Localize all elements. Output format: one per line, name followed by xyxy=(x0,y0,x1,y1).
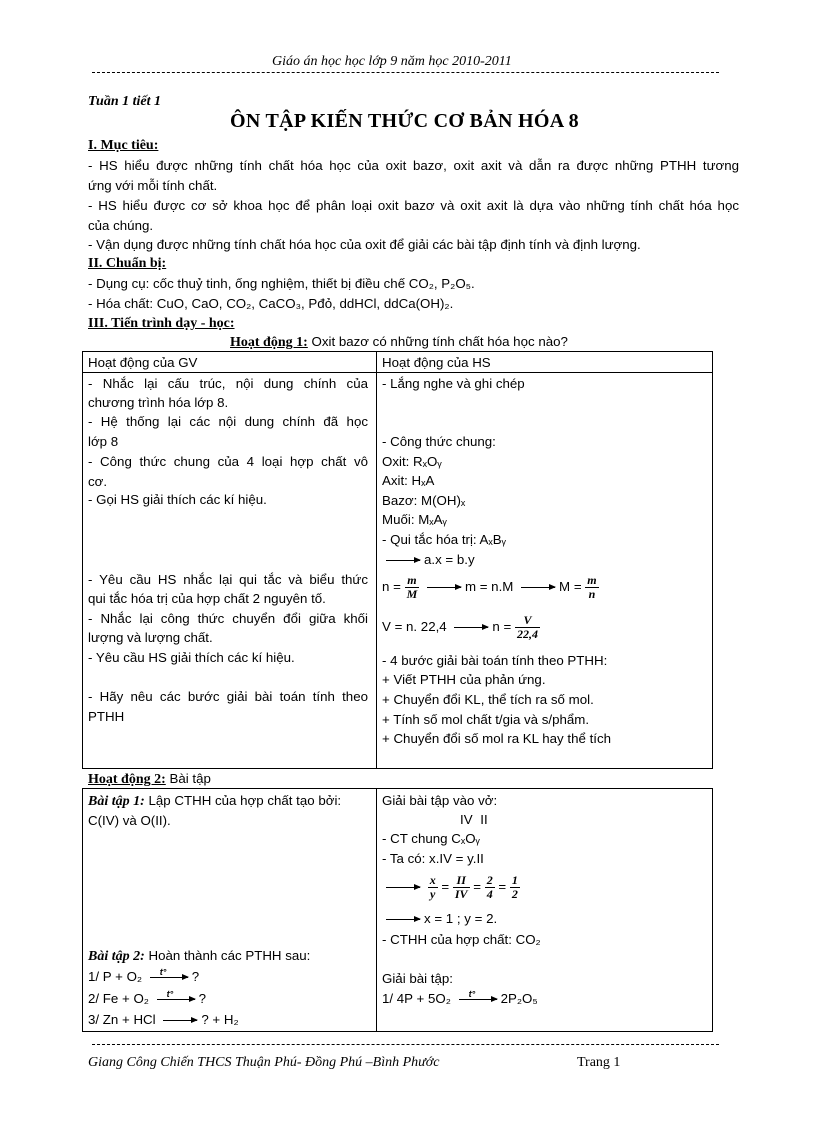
objective-line-2: ứng với mỗi tính chất. xyxy=(88,178,218,193)
activity2-label: Hoạt động 2: xyxy=(88,772,166,787)
arrow-icon xyxy=(386,887,420,888)
eq-left: 3/ Zn + HCl xyxy=(88,1012,156,1027)
m-over-M-fraction: $\frac{m}{M}$ xyxy=(406,573,418,601)
hs-general-formula: - Công thức chung: xyxy=(382,434,496,449)
gv-line: - Hệ thống lại các nội dung chính đã học xyxy=(88,414,368,429)
arrow-icon xyxy=(386,560,420,561)
hs-valences: IV II xyxy=(460,812,488,827)
arrow-icon xyxy=(386,919,420,920)
hs-ct-general: - CT chung CₓOᵧ xyxy=(382,831,480,846)
exercise1-text: Lập CTHH của hợp chất tạo bởi: xyxy=(148,793,342,808)
footer-author: Giang Công Chiến THCS Thuận Phú- Đồng Phú –Bình Phước xyxy=(88,1055,440,1070)
objective-line-1: - HS hiểu được những tính chất hóa học của oxit bazơ, oxit axit và dẫn ra được những PTHH tương xyxy=(88,158,739,173)
rule-expression-text: a.x = b.y xyxy=(424,552,475,567)
activity1-header-divider xyxy=(82,372,712,373)
exercise2-line xyxy=(88,948,310,965)
exercise1-line xyxy=(88,793,341,810)
prep-chemicals: - Hóa chất: CuO, CaO, CO₂, CaCO₃, Pđỏ, ddHCl, ddCa(OH)₂. xyxy=(88,296,454,311)
exercise2-eq1 xyxy=(88,966,200,984)
hs-step: + Tính số mol chất t/gia và s/phẩm. xyxy=(382,712,590,727)
arrow-icon xyxy=(163,1020,197,1021)
activity2-title xyxy=(88,771,211,788)
gv-line: - Công thức chung của 4 loại hợp chất vô xyxy=(88,454,368,469)
hs-ta-co: - Ta có: x.IV = y.II xyxy=(382,851,484,866)
arrow-icon xyxy=(427,587,461,588)
section-objectives-heading: I. Mục tiêu: xyxy=(88,138,159,153)
reaction-arrow-icon: t° xyxy=(150,977,188,978)
hs-step: + Viết PTHH của phản ứng. xyxy=(382,672,546,687)
prep-tools: - Dụng cụ: cốc thuỷ tinh, ống nghiệm, thiết bị điều chế CO₂, P₂O₅. xyxy=(88,276,475,291)
eq-right: 2P₂O₅ xyxy=(500,991,538,1006)
v-over-224-fraction: $\frac{V}{22,4}$ xyxy=(516,613,538,641)
hs-rule-expression xyxy=(382,552,475,567)
activity1-label: Hoạt động 1: xyxy=(230,335,308,350)
gv-line: qui tắc hóa trị của hợp chất 2 nguyên tố. xyxy=(88,591,326,606)
hs-mol-formula xyxy=(382,574,599,601)
col-header-gv: Hoạt động của GV xyxy=(88,355,198,370)
activity1-col-divider xyxy=(376,351,377,768)
hs-step: - 4 bước giải bài toán tính theo PTHH: xyxy=(382,653,608,668)
hs-volume-formula xyxy=(382,614,540,641)
exercise1-line2: C(IV) và O(II). xyxy=(88,813,171,828)
hs-solve-label: Giải bài tập vào vở: xyxy=(382,793,498,808)
exercise2-text: Hoàn thành các PTHH sau: xyxy=(148,948,311,963)
hs-bazo: Bazơ: M(OH)ₓ xyxy=(382,493,466,508)
exercise1-label: Bài tập 1: xyxy=(88,794,145,809)
x-result-text: x = 1 ; y = 2. xyxy=(424,911,498,926)
hs-listen: - Lắng nghe và ghi chép xyxy=(382,376,525,391)
hs-step: + Chuyển đổi số mol ra KL hay thể tích xyxy=(382,731,612,746)
hs-solve2-label: Giải bài tập: xyxy=(382,971,453,986)
reaction-arrow-icon: t° xyxy=(157,999,195,1000)
one-over-two-fraction: $\frac{1}{2}$ xyxy=(511,872,518,901)
gv-line: - Nhắc lại công thức chuyển đổi giữa khối xyxy=(88,611,368,626)
gv-line: - Nhắc lại cấu trúc, nội dung chính của xyxy=(88,376,368,391)
gv-line: cơ. xyxy=(88,474,108,489)
eq-left: 1/ 4P + 5O₂ xyxy=(382,991,451,1006)
v-eq-text: V = n. 22,4 xyxy=(382,619,447,635)
gv-line: lớp 8 xyxy=(88,434,119,449)
n-eq-text: n = xyxy=(492,619,512,635)
II-over-IV-fraction: $\frac{II}{IV}$ xyxy=(454,872,468,901)
gv-line: - Hãy nêu các bước giải bài toán tính theo xyxy=(88,689,368,704)
page-number: Trang 1 xyxy=(577,1055,621,1070)
activity2-col-divider xyxy=(376,788,377,1031)
activity2-text: Bài tập xyxy=(169,771,211,786)
exercise2-eq3 xyxy=(88,1012,239,1027)
arrow-icon xyxy=(521,587,555,588)
activity1-text: Oxit bazơ có những tính chất hóa học nào? xyxy=(311,334,568,349)
page-title: ÔN TẬP KIẾN THỨC CƠ BẢN HÓA 8 xyxy=(230,110,579,132)
gv-line: chương trình hóa lớp 8. xyxy=(88,395,229,410)
eq-right: ? + H₂ xyxy=(201,1012,239,1027)
gv-line: - Gọi HS giải thích các kí hiệu. xyxy=(88,492,267,507)
week-label: Tuần 1 tiết 1 xyxy=(88,94,161,109)
objective-line-4: của chúng. xyxy=(88,218,154,233)
hs-axit: Axit: HₓA xyxy=(382,473,435,488)
hs-step: + Chuyển đổi KL, thể tích ra số mol. xyxy=(382,692,594,707)
objective-line-3: - HS hiểu được cơ sở khoa học để phân loại oxit bazơ và oxit axit là dựa vào những tính chất hóa học xyxy=(88,198,739,213)
gv-line: lượng và lượng chất. xyxy=(88,630,213,645)
arrow-icon xyxy=(454,627,488,628)
two-over-four-fraction: $\frac{2}{4}$ xyxy=(486,872,493,901)
section-prep-heading: II. Chuẩn bị: xyxy=(88,256,167,271)
m-over-n-fraction: $\frac{m}{n}$ xyxy=(587,573,597,601)
reaction-arrow-icon: t° xyxy=(459,999,497,1000)
x-over-y-fraction: $\frac{x}{y}$ xyxy=(429,872,436,901)
footer-divider xyxy=(92,1044,719,1045)
gv-line: - Yêu cầu HS nhắc lại qui tắc và biểu thức xyxy=(88,572,368,587)
M-eq-text: M = xyxy=(559,579,582,595)
document-header: Giáo án học học lớp 9 năm học 2010-2011 xyxy=(272,54,512,69)
hs-oxit: Oxit: RₓOᵧ xyxy=(382,454,442,469)
header-divider xyxy=(92,72,719,73)
exercise2-label: Bài tập 2: xyxy=(88,949,145,964)
m-eq-text: m = n.M xyxy=(464,579,514,595)
hs-x-result xyxy=(382,911,497,926)
col-header-hs: Hoạt động của HS xyxy=(382,355,491,370)
eq-right: ? xyxy=(198,991,207,1006)
gv-line: PTHH xyxy=(88,709,125,724)
activity1-title xyxy=(230,334,568,351)
section-process-heading: III. Tiến trình dạy - học: xyxy=(88,316,235,331)
objective-line-5: - Vận dụng được những tính chất hóa học của oxit để giải các bài tập định tính và định lượng. xyxy=(88,237,641,252)
hs-valence-rule: - Qui tắc hóa trị: AₓBᵧ xyxy=(382,532,506,547)
gv-line: - Yêu cầu HS giải thích các kí hiệu. xyxy=(88,650,295,665)
exercise2-eq2 xyxy=(88,988,207,1006)
eq-right: ? xyxy=(191,969,200,984)
eq-left: 2/ Fe + O₂ xyxy=(88,991,149,1006)
hs-muoi: Muối: MₓAᵧ xyxy=(382,512,447,527)
hs-eq1 xyxy=(382,988,538,1006)
hs-ratio: $\frac{x}{y}$ = $\frac{II}{IV}$ = $\frac{2}{4}$ = $\frac{1}{2}$ xyxy=(382,870,520,904)
hs-cthh: - CTHH của hợp chất: CO₂ xyxy=(382,932,541,947)
n-eq-label: n = xyxy=(382,579,401,595)
eq-left: 1/ P + O₂ xyxy=(88,969,143,984)
